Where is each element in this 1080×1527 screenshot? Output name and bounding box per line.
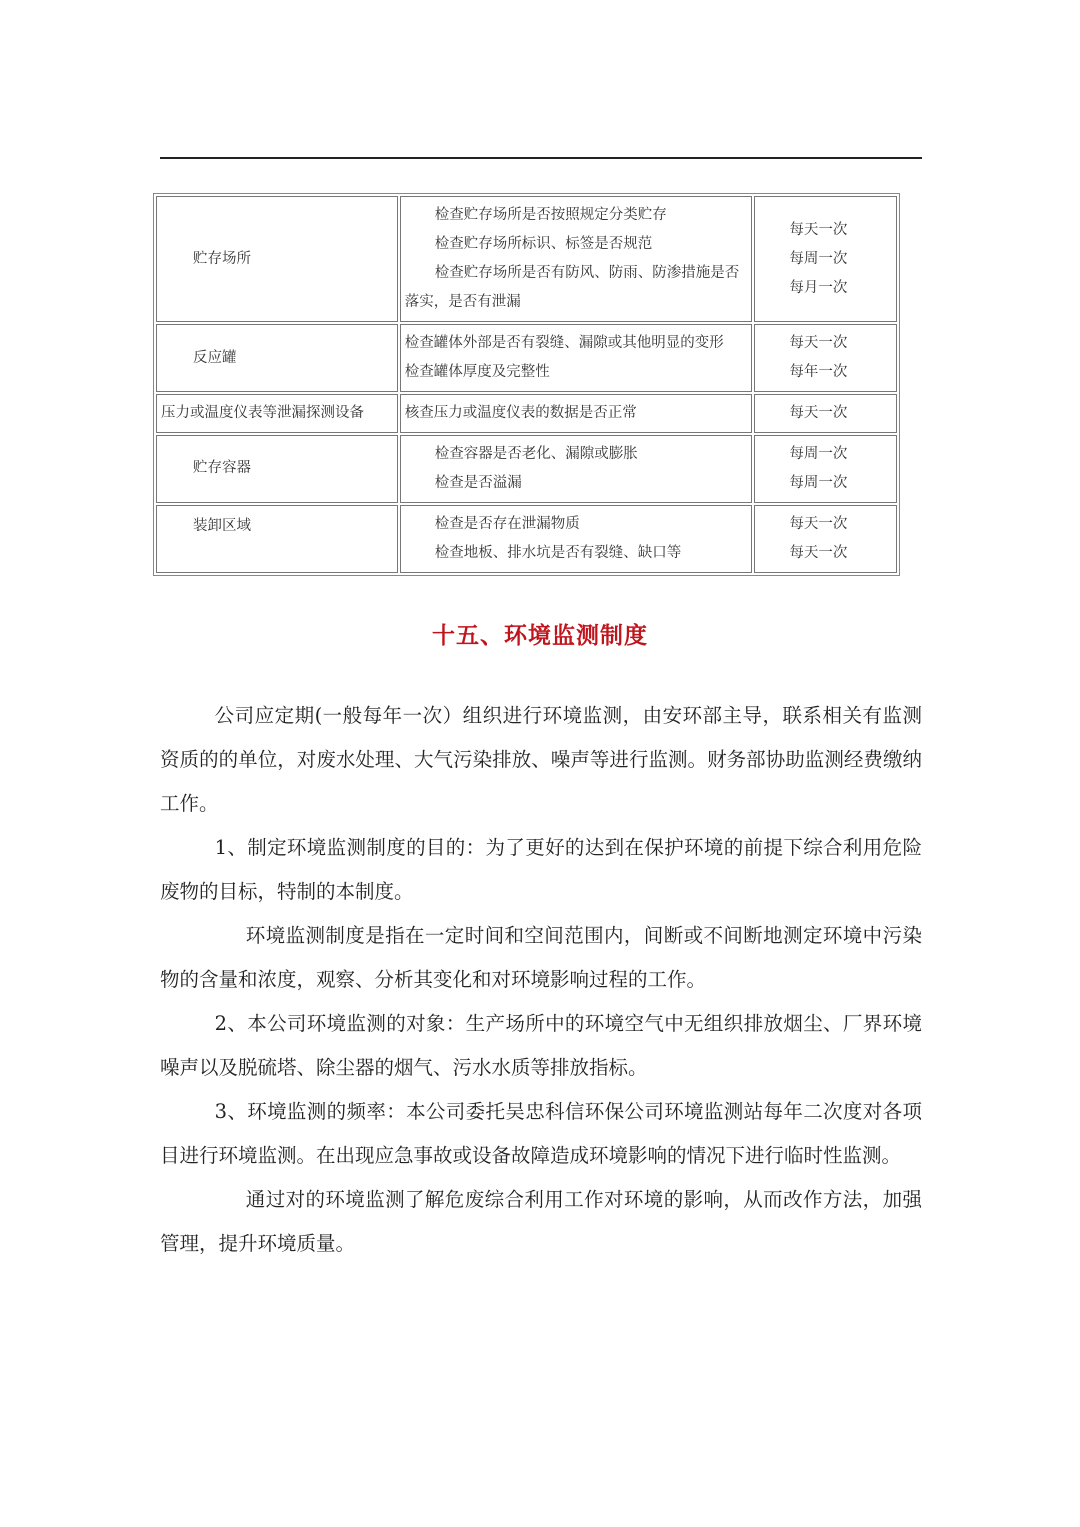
paragraph: 环境监测制度是指在一定时间和空间范围内，间断或不间断地测定环境中污染物的含量和浓度，观察、分析其变化和对环境影响过程的工作。 [160,924,922,991]
body-text [160,694,922,1266]
checks-cell [400,196,753,322]
table-row [156,394,897,433]
frequency-value: 每天一次 [789,221,848,238]
area-label: 压力或温度仪表等泄漏探测设备 [161,405,364,421]
paragraph: 通过对的环境监测了解危废综合利用工作对环境的影响，从而改作方法，加强管理，提升环境质量。 [160,1188,922,1255]
frequency-value: 每天一次 [789,405,848,421]
inspection-table [153,193,900,576]
section-title: 十五、环境监测制度 [432,623,648,649]
frequency-value: 每天一次 [789,545,848,561]
frequency-cell [754,196,897,322]
table-row [156,505,897,573]
frequency-cell [754,324,897,392]
checks-cell [400,324,753,392]
area-label: 反应罐 [193,349,237,366]
frequency-value: 每天一次 [789,335,848,351]
frequency-cell [754,435,897,503]
check-item: 检查贮存场所是否有防风、防雨、防渗措施是否落实，是否有泄漏 [404,265,740,310]
table-row [156,324,897,392]
table-row [156,196,897,322]
area-cell [156,435,398,503]
check-item: 检查容器是否老化、漏隙或膨胀 [434,446,638,462]
check-item: 核查压力或温度仪表的数据是否正常 [404,405,637,421]
checks-cell [400,435,753,503]
header-rule [160,157,922,159]
check-item: 检查是否溢漏 [434,475,522,491]
check-item: 检查地板、排水坑是否有裂缝、缺口等 [434,545,682,561]
frequency-cell [754,394,897,433]
frequency-value: 每天一次 [789,516,848,532]
table-row [156,435,897,503]
check-item: 检查贮存场所标识、标签是否规范 [434,236,653,252]
area-label: 贮存场所 [193,250,251,267]
area-cell [156,505,398,573]
check-item: 检查是否存在泄漏物质 [434,516,580,532]
area-label: 贮存容器 [193,460,251,476]
frequency-cell [754,505,897,573]
checks-cell [400,505,753,573]
frequency-value: 每月一次 [789,279,848,296]
paragraph: 1、制定环境监测制度的目的：为了更好的达到在保护环境的前提下综合利用危险废物的目标，特制的本制度。 [160,836,922,903]
checks-cell [400,394,753,433]
frequency-value: 每周一次 [789,446,848,462]
paragraph: 2、本公司环境监测的对象：生产场所中的环境空气中无组织排放烟尘、厂界环境噪声以及脱硫塔、除尘器的烟气、污水水质等排放指标。 [160,1012,922,1079]
frequency-value: 每周一次 [789,250,848,267]
frequency-value: 每年一次 [789,364,848,380]
paragraph: 3、环境监测的频率：本公司委托吴忠科信环保公司环境监测站每年二次度对各项目进行环境监测。在出现应急事故或设备故障造成环境影响的情况下进行临时性监测。 [160,1100,922,1167]
area-label: 装卸区域 [193,518,251,534]
area-cell [156,394,398,433]
area-cell [156,324,398,392]
check-item: 检查罐体外部是否有裂缝、漏隙或其他明显的变形 [404,335,724,351]
paragraph: 公司应定期(一般每年一次）组织进行环境监测，由安环部主导，联系相关有监测资质的的单位，对废水处理、大气污染排放、噪声等进行监测。财务部协助监测经费缴纳工作。 [160,704,922,815]
check-item: 检查罐体厚度及完整性 [404,364,550,380]
check-item: 检查贮存场所是否按照规定分类贮存 [434,207,667,223]
area-cell [156,196,398,322]
frequency-value: 每周一次 [789,475,848,491]
